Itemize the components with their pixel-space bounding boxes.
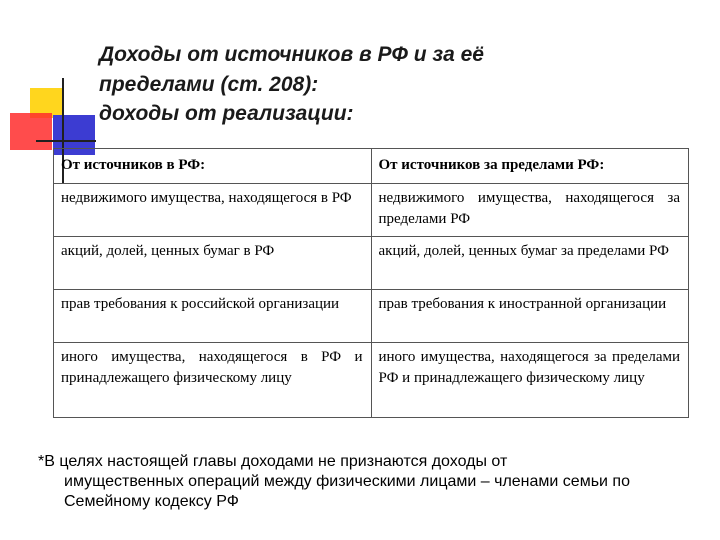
header-russia: От источников в РФ:: [54, 149, 372, 184]
table-row: [54, 184, 689, 237]
cell-abroad: недвижимого имущества, находящегося за пределами РФ: [371, 184, 689, 237]
table-header-row: [54, 149, 689, 184]
footnote-line-1: *В целях настоящей главы доходами не признаются доходы от: [38, 453, 508, 470]
income-sources-table: [53, 148, 689, 418]
cell-russia: иного имущества, находящегося в РФ и принадлежащего физическому лицу: [54, 343, 372, 418]
cell-russia: недвижимого имущества, находящегося в РФ: [54, 184, 372, 237]
cell-abroad: прав требования к иностранной организации: [371, 290, 689, 343]
header-abroad: От источников за пределами РФ:: [371, 149, 689, 184]
footnote: [38, 452, 698, 512]
title-line-2: пределами (ст. 208):: [99, 72, 319, 96]
table-row: [54, 237, 689, 290]
cell-abroad: иного имущества, находящегося за пределами РФ и принадлежащего физическому лицу: [371, 343, 689, 418]
cell-russia: акций, долей, ценных бумаг в РФ: [54, 237, 372, 290]
cell-russia: прав требования к российской организации: [54, 290, 372, 343]
table-row: [54, 290, 689, 343]
decorative-red-square: [10, 113, 52, 150]
cell-abroad: акций, долей, ценных бумаг за пределами РФ: [371, 237, 689, 290]
title-line-3: доходы от реализации:: [99, 102, 354, 125]
decorative-horizontal-line: [36, 140, 96, 142]
title-line-1: Доходы от источников в РФ и за её: [99, 43, 484, 66]
slide-title: [99, 40, 699, 129]
footnote-continuation: имущественных операций между физическими лицами – членами семьи по Семейному кодексу РФ: [64, 473, 630, 510]
table-row: [54, 343, 689, 418]
